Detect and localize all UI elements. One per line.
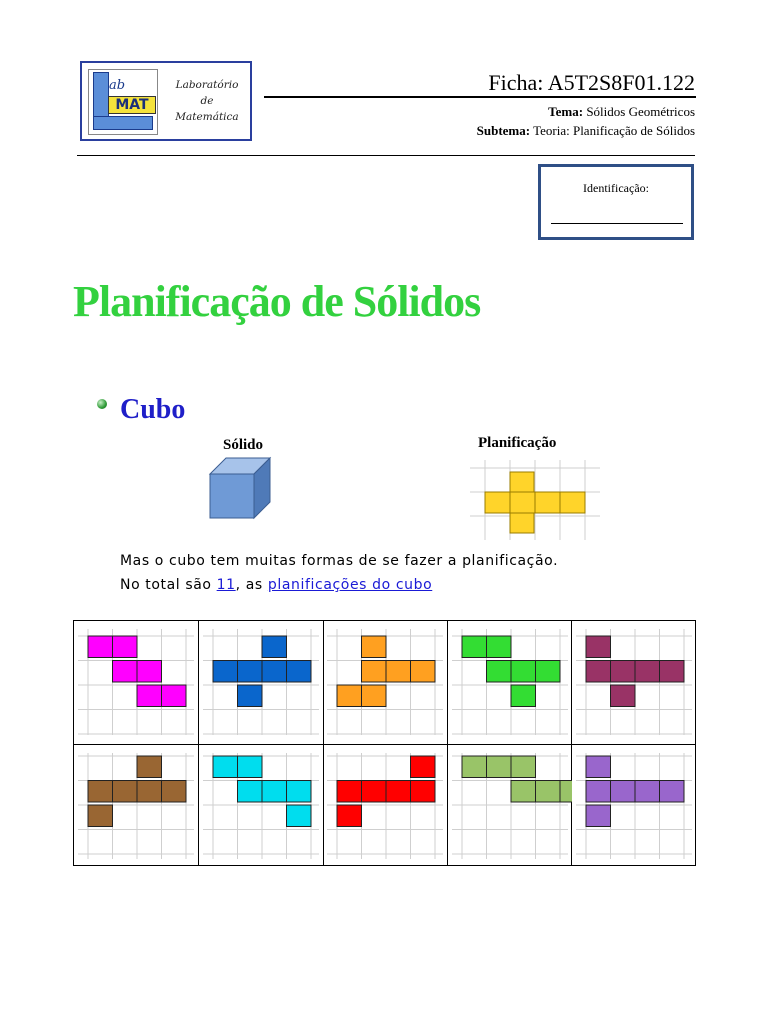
net-square bbox=[362, 781, 387, 803]
lab-mat-logo bbox=[80, 61, 252, 141]
theme-line bbox=[548, 104, 695, 120]
net-square bbox=[611, 685, 636, 707]
net-square bbox=[411, 756, 436, 778]
net-square bbox=[411, 781, 436, 803]
net-square bbox=[237, 756, 262, 778]
logo-emblem bbox=[88, 69, 158, 135]
net-square bbox=[586, 805, 611, 827]
cube-net-cell bbox=[74, 621, 199, 743]
net-square bbox=[337, 805, 362, 827]
cube-net-cell bbox=[448, 745, 573, 867]
net-square bbox=[486, 661, 511, 683]
net-square bbox=[137, 661, 162, 683]
net-square bbox=[462, 756, 487, 778]
net-square bbox=[113, 636, 138, 658]
cube-net-drawing bbox=[199, 621, 323, 743]
ficha-label: Ficha: bbox=[488, 70, 544, 95]
cube-total-paragraph bbox=[120, 577, 432, 593]
bullet-icon bbox=[97, 399, 107, 409]
net-square bbox=[462, 636, 487, 658]
total-prefix: No total são bbox=[120, 577, 217, 593]
header-divider bbox=[77, 155, 695, 156]
total-count-link[interactable]: 11 bbox=[216, 577, 236, 593]
identification-blank-line[interactable] bbox=[551, 223, 683, 224]
net-square bbox=[286, 781, 311, 803]
net-square bbox=[162, 685, 187, 707]
cube-nets-table bbox=[73, 620, 696, 866]
ficha-underline bbox=[264, 96, 696, 98]
net-square bbox=[362, 685, 387, 707]
cube-net-drawing bbox=[572, 745, 696, 867]
net-square bbox=[362, 661, 387, 683]
cube-net-drawing bbox=[323, 745, 447, 867]
cube-net-cell bbox=[448, 621, 573, 743]
net-square bbox=[337, 781, 362, 803]
net-square bbox=[586, 636, 611, 658]
cube-net-cell bbox=[74, 745, 199, 867]
net-square bbox=[162, 781, 187, 803]
net-square bbox=[88, 636, 113, 658]
net-square bbox=[137, 781, 162, 803]
theme-label: Tema: bbox=[548, 104, 584, 119]
cube-paragraph: Mas o cubo tem muitas formas de se fazer a planificação. bbox=[120, 553, 559, 569]
cube-net-drawing bbox=[74, 621, 198, 743]
worksheet-code bbox=[488, 70, 695, 96]
net-square bbox=[88, 805, 113, 827]
identification-label: Identificação: bbox=[583, 181, 649, 195]
net-square bbox=[660, 661, 685, 683]
subtheme-line bbox=[477, 123, 695, 139]
solid-label: Sólido bbox=[223, 437, 264, 453]
net-square bbox=[535, 781, 560, 803]
net-square bbox=[337, 685, 362, 707]
cube-net-cell bbox=[572, 621, 697, 743]
net-label: Planificação bbox=[478, 435, 557, 451]
net-square bbox=[262, 636, 287, 658]
net-square bbox=[535, 661, 560, 683]
net-square bbox=[586, 781, 611, 803]
identification-box[interactable] bbox=[538, 164, 694, 240]
net-square bbox=[511, 661, 536, 683]
net-square bbox=[262, 781, 287, 803]
cube-nets-link[interactable]: planificações do cubo bbox=[267, 577, 433, 593]
net-square bbox=[411, 661, 436, 683]
net-square bbox=[386, 661, 411, 683]
net-square bbox=[586, 756, 611, 778]
net-square bbox=[586, 661, 611, 683]
cube-net-cell bbox=[199, 621, 324, 743]
cube-net-cell bbox=[323, 745, 448, 867]
logo-letter-l-foot bbox=[93, 116, 153, 130]
net-square bbox=[511, 781, 536, 803]
net-square bbox=[286, 805, 311, 827]
section-heading: Cubo bbox=[120, 394, 186, 425]
cube-net-cell bbox=[323, 621, 448, 743]
logo-caption-line3: Matemática bbox=[175, 111, 239, 123]
logo-letters-mat: MAT bbox=[108, 96, 156, 114]
net-square bbox=[88, 781, 113, 803]
net-square bbox=[560, 781, 572, 803]
net-square bbox=[237, 661, 262, 683]
net-square bbox=[362, 636, 387, 658]
cube-net-drawing bbox=[448, 621, 572, 743]
net-square bbox=[635, 781, 660, 803]
net-square bbox=[286, 661, 311, 683]
cube-net-drawing bbox=[448, 745, 572, 867]
cube-net-drawing bbox=[199, 745, 323, 867]
net-square bbox=[511, 756, 536, 778]
net-square bbox=[237, 685, 262, 707]
total-middle: , as bbox=[235, 577, 268, 593]
cube-net-cell bbox=[572, 745, 697, 867]
theme-value: Sólidos Geométricos bbox=[586, 104, 695, 119]
page-title: Planificação de Sólidos bbox=[73, 277, 481, 326]
net-square bbox=[386, 781, 411, 803]
net-square bbox=[611, 781, 636, 803]
cube-net-cell bbox=[199, 745, 324, 867]
cube-solid-image bbox=[208, 456, 274, 522]
net-square bbox=[137, 685, 162, 707]
logo-letters-ab: ab bbox=[109, 78, 126, 93]
net-square bbox=[611, 661, 636, 683]
net-square bbox=[511, 685, 536, 707]
net-square bbox=[113, 781, 138, 803]
ficha-code: A5T2S8F01.122 bbox=[547, 70, 695, 95]
logo-caption-line2: de bbox=[200, 95, 214, 107]
net-square bbox=[137, 756, 162, 778]
net-square bbox=[262, 661, 287, 683]
subtheme-label: Subtema: bbox=[476, 123, 531, 138]
logo-caption bbox=[164, 77, 250, 125]
net-square bbox=[486, 636, 511, 658]
net-square bbox=[113, 661, 138, 683]
net-square bbox=[635, 661, 660, 683]
cube-net-drawing bbox=[572, 621, 696, 743]
logo-caption-line1: Laboratório bbox=[175, 79, 239, 91]
subtheme-value: Teoria: Planificação de Sólidos bbox=[533, 123, 695, 138]
net-square bbox=[213, 756, 238, 778]
cube-net-drawing bbox=[74, 745, 198, 867]
cube-net-drawing bbox=[323, 621, 447, 743]
net-square bbox=[486, 756, 511, 778]
cube-net-image bbox=[470, 460, 600, 540]
net-square bbox=[660, 781, 685, 803]
net-square bbox=[237, 781, 262, 803]
net-square bbox=[213, 661, 238, 683]
